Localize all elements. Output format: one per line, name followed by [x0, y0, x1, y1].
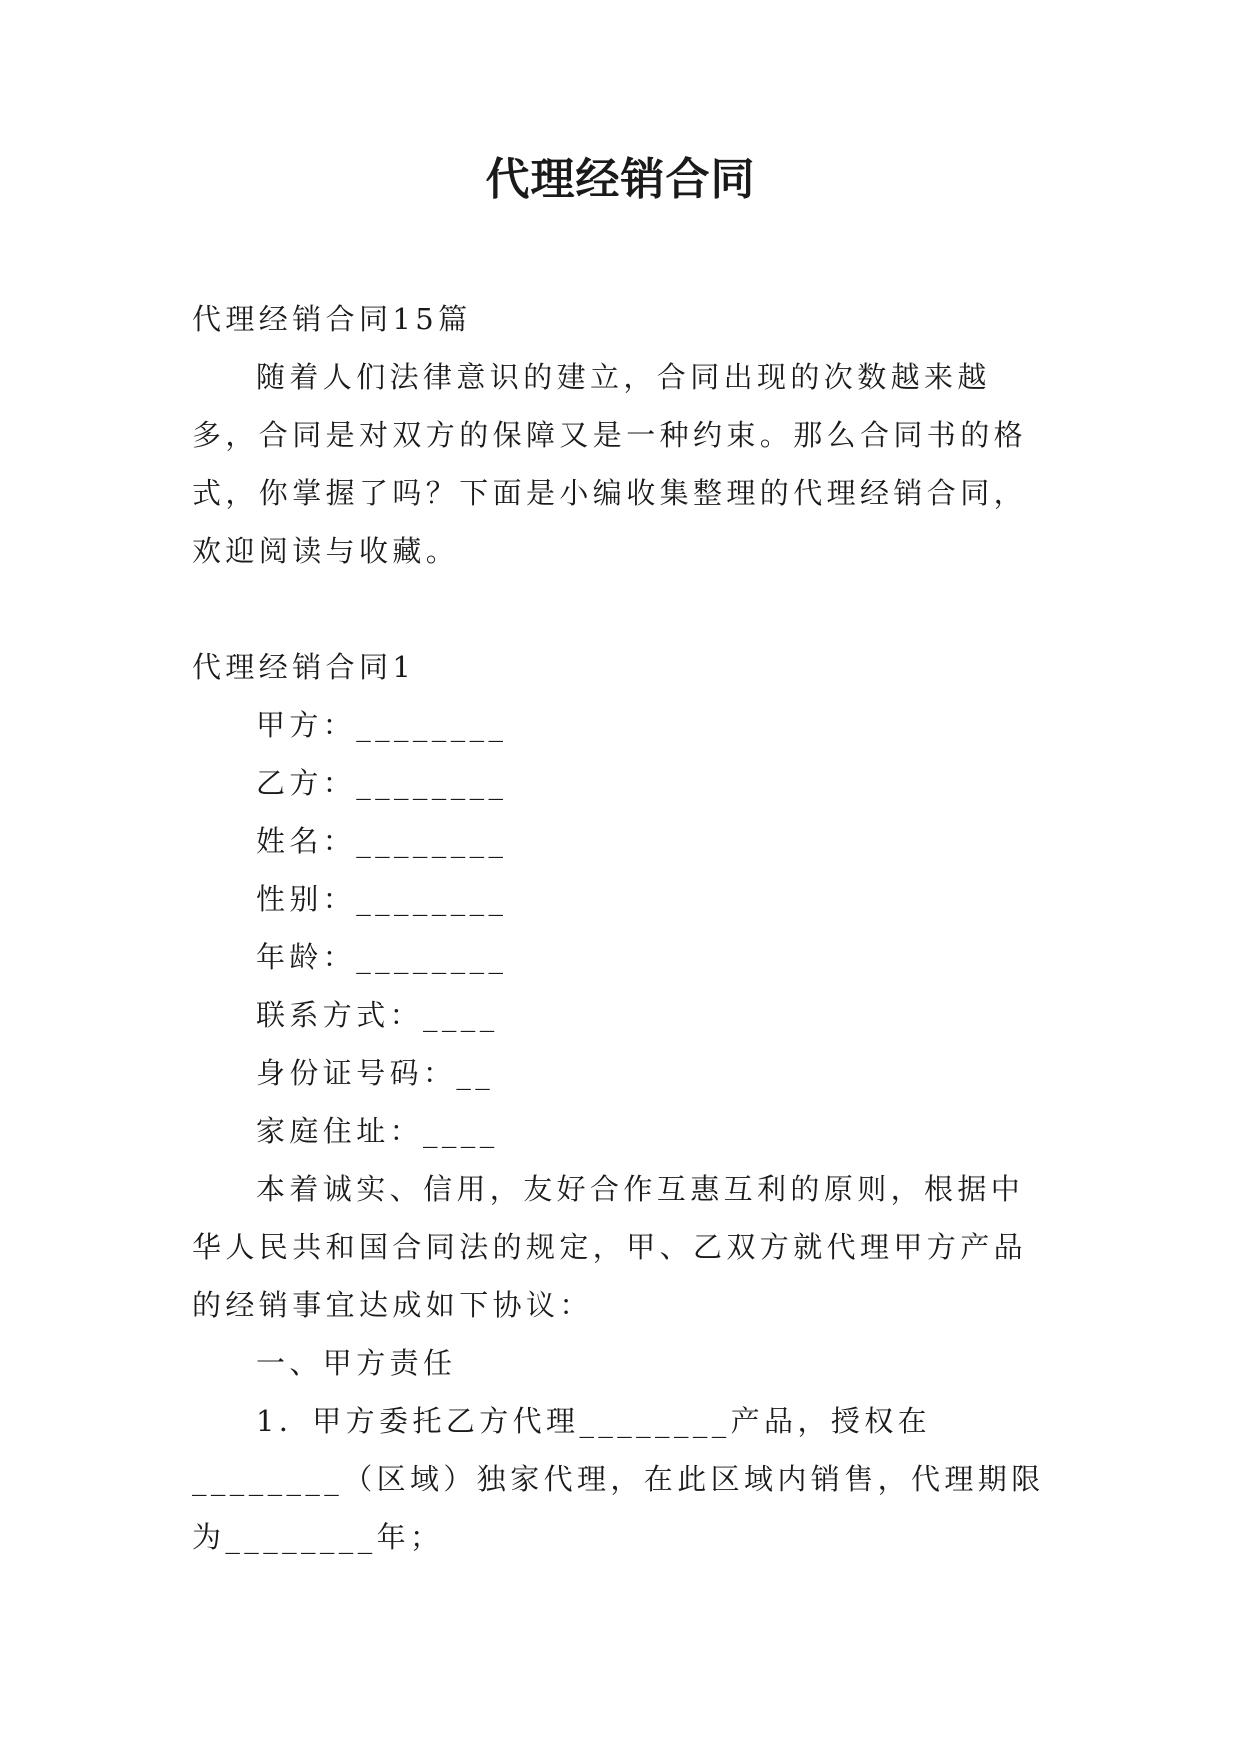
- field-name: 姓名：________: [256, 824, 508, 858]
- document-subtitle: 代理经销合同15篇: [192, 302, 472, 336]
- document-title: 代理经销合同: [485, 154, 756, 205]
- field-gender: 性别：________: [256, 882, 508, 916]
- field-party-b: 乙方：________: [256, 766, 508, 800]
- field-party-a: 甲方：________: [256, 708, 508, 742]
- clause-1-paragraph: 1．甲方委托乙方代理________产品，授权在________（区域）独家代理，在此区域内销售，代理期限为________年；: [192, 1404, 1045, 1554]
- intro-paragraph: 随着人们法律意识的建立，合同出现的次数越来越多，合同是对双方的保障又是一种约束。那么合同书的格式，你掌握了吗？下面是小编收集整理的代理经销合同，欢迎阅读与收藏。: [192, 360, 1028, 568]
- section-heading: 代理经销合同1: [192, 650, 416, 684]
- field-age: 年龄：________: [256, 940, 508, 974]
- field-id-number: 身份证号码：__: [256, 1056, 495, 1090]
- preamble-paragraph: 本着诚实、信用，友好合作互惠互利的原则，根据中华人民共和国合同法的规定，甲、乙双方就代理甲方产品的经销事宜达成如下协议：: [192, 1172, 1028, 1322]
- document-body: [192, 290, 1052, 1566]
- field-contact: 联系方式：____: [256, 998, 499, 1032]
- clause-heading: 一、甲方责任: [256, 1346, 457, 1380]
- field-address: 家庭住址：____: [256, 1114, 499, 1148]
- paragraph-spacer: [192, 580, 1052, 638]
